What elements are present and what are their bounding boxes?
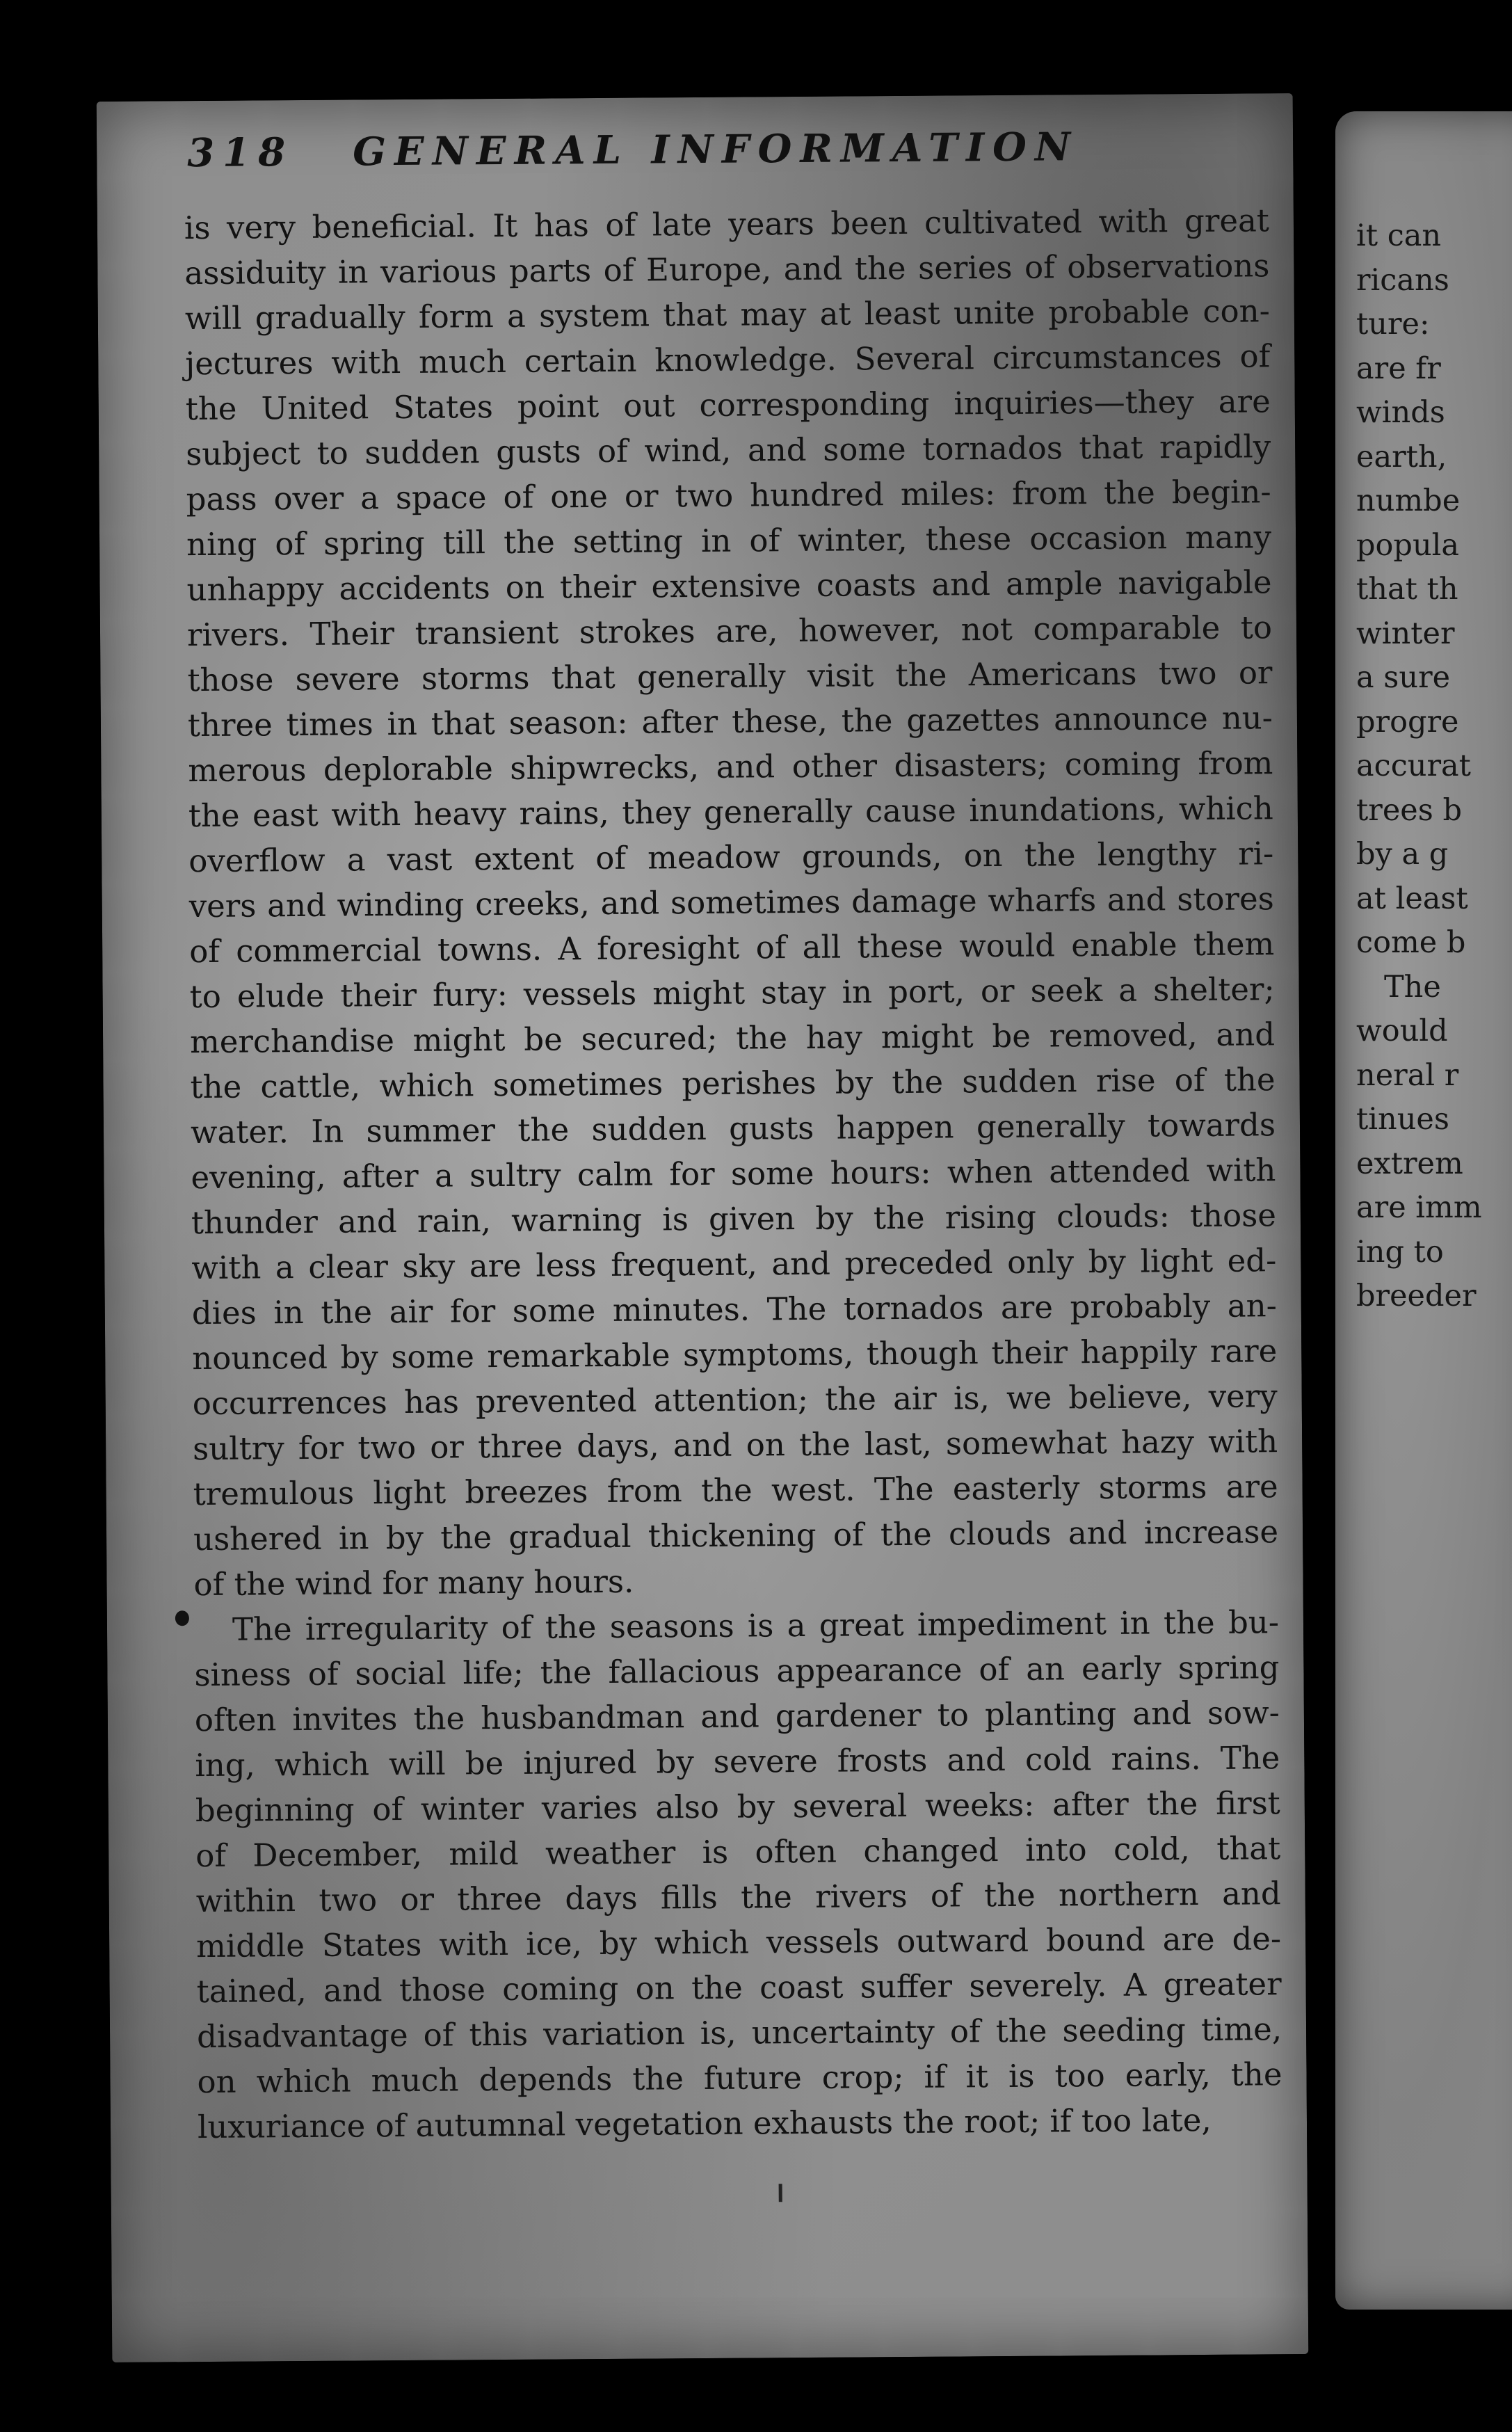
running-title: GENERAL INFORMATION (352, 124, 1079, 175)
text-line: will gradually form a system that may at least unite probable con- (184, 292, 1271, 337)
text-line: nounced by some remarkable symptoms, though their happily rare (192, 1332, 1278, 1377)
text-line: on which much depends the future crop; if it is too early, the (197, 2056, 1282, 2101)
text-line: beginning of winter varies also by several weeks: after the first (195, 1784, 1280, 1830)
fragment-line: ture: (1356, 307, 1430, 342)
text-line: with a clear sky are less frequent, and preceded only by light ed- (191, 1242, 1277, 1287)
fragment-line: winds (1356, 395, 1445, 430)
text-line: rivers. Their transient strokes are, however, not comparable to (186, 609, 1273, 654)
fragment-line: are imm (1356, 1190, 1482, 1225)
fragment-line: a sure (1356, 660, 1451, 695)
fragment-line: ricans (1356, 262, 1449, 298)
text-line: disadvantage of this variation is, uncertainty of the seeding time, (196, 2010, 1282, 2056)
fragment-line: earth, (1356, 439, 1447, 474)
fragment-line: it can (1356, 218, 1442, 253)
text-line: those severe storms that generally visit the Americans two or (187, 654, 1273, 699)
text-line: middle States with ice, by which vessels outward bound are de- (196, 1920, 1282, 1965)
ink-blot-mark (175, 1610, 189, 1626)
text-line: thunder and rain, warning is given by the rising clouds: those (191, 1197, 1277, 1242)
text-line: the east with heavy rains, they generally cause inundations, which (188, 790, 1273, 835)
text-line: jectures with much certain knowledge. Several circumstances of (185, 337, 1271, 383)
text-line: overflow a vast extent of meadow grounds, on the lengthy ri- (188, 835, 1274, 880)
fragment-line: neral r (1356, 1057, 1459, 1093)
text-line: water. In summer the sudden gusts happen generally towards (190, 1106, 1276, 1151)
fragment-line: numbe (1356, 483, 1461, 518)
text-line: the United States point out corresponding inquiries—they are (185, 383, 1271, 428)
fragment-line: tinues (1356, 1102, 1449, 1137)
text-line: evening, after a sultry calm for some hours: when attended with (191, 1151, 1276, 1197)
fragment-line: at least (1356, 881, 1468, 916)
fragment-line: by a g (1356, 837, 1449, 872)
fragment-line: that th (1356, 572, 1458, 607)
text-line: ning of spring till the setting in of winter, these occasion many (186, 518, 1272, 563)
fragment-line: The (1384, 969, 1441, 1005)
text-line: of the wind for many hours. (193, 1562, 634, 1603)
text-line: tremulous light breezes from the west. The easterly storms are (193, 1468, 1278, 1513)
fragment-line: winter (1356, 616, 1455, 651)
text-line: merous deplorable shipwrecks, and other disasters; coming from (188, 744, 1273, 790)
text-line: luxuriance of autumnal vegetation exhausts the root; if too late, (197, 2101, 1212, 2146)
page-number: 318 (186, 129, 294, 177)
text-line: often invites the husbandman and gardener to planting and sow- (194, 1694, 1280, 1739)
text-line: subject to sudden gusts of wind, and some tornados that rapidly (186, 428, 1271, 473)
text-line: The irregularity of the seasons is a great impediment in the bu- (232, 1603, 1280, 1648)
text-line: siness of social life; the fallacious appearance of an early spring (194, 1649, 1280, 1694)
text-line: unhappy accidents on their extensive coasts and ample navigable (186, 563, 1272, 609)
text-line: dies in the air for some minutes. The tornados are probably an- (191, 1287, 1277, 1332)
text-line: of commercial towns. A foresight of all these would enable them (189, 925, 1275, 970)
fragment-line: are fr (1356, 351, 1441, 386)
text-line: vers and winding creeks, and sometimes damage wharfs and stores (188, 880, 1274, 925)
text-line: occurrences has prevented attention; the air is, we believe, very (192, 1377, 1278, 1423)
fragment-line: trees b (1356, 792, 1462, 828)
text-line: pass over a space of one or two hundred miles: from the begin- (186, 473, 1271, 518)
text-line: to elude their fury: vessels might stay in port, or seek a shelter; (189, 970, 1275, 1016)
text-line: of December, mild weather is often changed into cold, that (195, 1830, 1281, 1875)
text-line: ushered in by the gradual thickening of the clouds and increase (193, 1513, 1279, 1558)
fragment-line: popula (1356, 527, 1460, 563)
left-page (97, 93, 1309, 2362)
text-line: sultry for two or three days, and on the last, somewhat hazy with (193, 1423, 1278, 1468)
fragment-line: breeder (1356, 1279, 1477, 1313)
text-line: assiduity in various parts of Europe, and the series of observations (184, 247, 1270, 292)
right-page-fragment (1335, 111, 1512, 2310)
text-line: merchandise might be secured; the hay might be removed, and (189, 1016, 1276, 1061)
fragment-line: come b (1356, 925, 1466, 960)
text-line: ing, which will be injured by severe frosts and cold rains. The (195, 1739, 1280, 1784)
fragment-line: extrem (1356, 1146, 1463, 1181)
fragment-line: ing to (1356, 1234, 1444, 1270)
text-line: is very beneficial. It has of late years been cultivated with great (184, 202, 1270, 247)
fragment-line: progre (1356, 704, 1459, 739)
text-line: the cattle, which sometimes perishes by the sudden rise of the (190, 1061, 1276, 1106)
main-text-block (184, 198, 1282, 2150)
text-line: tained, and those coming on the coast suffer severely. A greater (196, 1965, 1282, 2010)
right-page-text (1356, 214, 1512, 1319)
bottom-mark (779, 2184, 782, 2202)
fragment-line: accurat (1356, 749, 1471, 783)
fragment-line: would (1356, 1014, 1448, 1048)
text-line: within two or three days fills the rivers of the northern and (195, 1875, 1281, 1920)
running-head (187, 123, 1161, 193)
text-line: three times in that season: after these, the gazettes announce nu- (187, 699, 1273, 744)
